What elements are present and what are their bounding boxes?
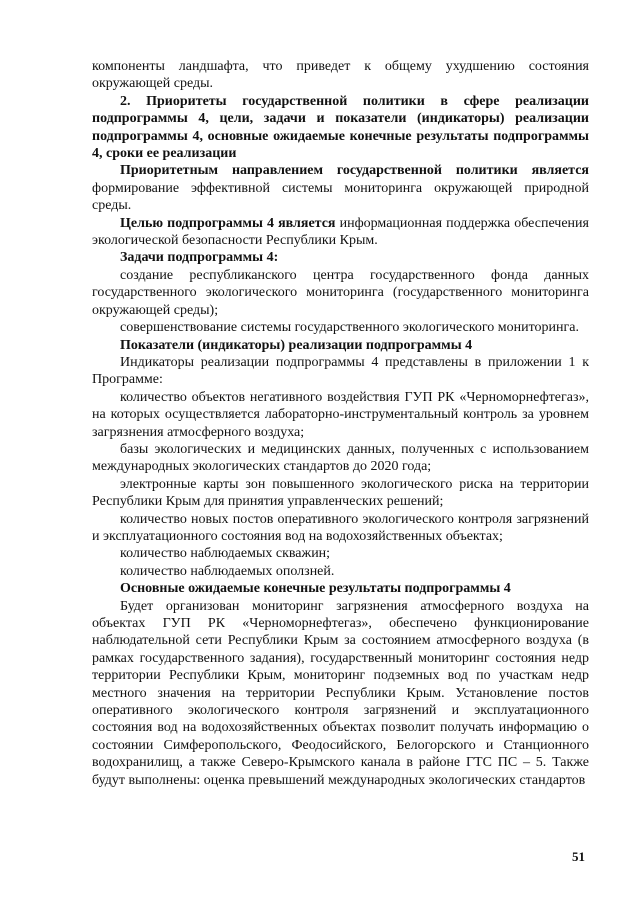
- continuation-paragraph: компоненты ландшафта, что приведет к общему ухудшению состояния окружающей среды.: [92, 59, 589, 92]
- indicator-item-5: количество наблюдаемых скважин;: [120, 546, 331, 562]
- indicator-item-2: базы экологических и медицинских данных, полученных с использованием международных экологических стандартов до 2020 года;: [92, 441, 589, 475]
- tasks-heading: Задачи подпрограммы 4:: [120, 250, 279, 266]
- indicators-intro: Индикаторы реализации подпрограммы 4 представлены в приложении 1 к Программе:: [92, 354, 589, 388]
- task-item-2: совершенствование системы государственного экологического мониторинга.: [120, 320, 579, 336]
- goal-lead: Целью подпрограммы 4 является: [120, 215, 336, 231]
- results-heading: Основные ожидаемые конечные результаты подпрограммы 4: [120, 581, 511, 597]
- priority-rest: формирование эффективной системы мониторинга окружающей природной среды.: [92, 180, 589, 214]
- indicator-item-6: количество наблюдаемых оползней.: [120, 563, 335, 579]
- goal-paragraph: [92, 215, 589, 250]
- indicator-item-4: количество новых постов оперативного экологического контроля загрязнений и эксплуатационного состояния вод на водохозяйственных объектах;: [92, 511, 589, 544]
- task-item-1: создание республиканского центра государственного фонда данных государственного экологического мониторинга (государственного мониторинга окружающей среды);: [92, 267, 589, 318]
- page-number: 51: [572, 849, 585, 864]
- indicators-heading: Показатели (индикаторы) реализации подпрограммы 4: [120, 337, 473, 353]
- indicator-item-3: электронные карты зон повышенного экологического риска на территории Республики Крым для принятия управленческих решений;: [92, 476, 589, 510]
- indicator-item-1: количество объектов негативного воздействия ГУП РК «Черноморнефтегаз», на которых осуществляется лабораторно-инструментальный контроль за уровнем загрязнения атмосферного воздуха;: [92, 389, 589, 440]
- priority-paragraph: [92, 162, 589, 214]
- document-page: [92, 58, 589, 789]
- results-paragraph: Будет организован мониторинг загрязнения атмосферного воздуха на объектах ГУП РК «Черноморнефтегаз», обеспечено функционирование наблюдательной сети Республики Крым за состоянием атмосферного воздуха (в рамках государственного задания), государственный мониторинг состояния недр территории Республики Крым, мониторинг подземных вод по участкам недр местного значения на территории Республики Крым. Установление постов оперативного экологического контроля загрязнений и эксплуатационного состояния вод на водохозяйственных объектах позволит получать информацию о состоянии Симферопольского, Феодосийского, Белогорского и Станционного водохранилищ, а также Северо-Крымского канала в районе ГТС ПС – 5. Также будут выполнены: оценка превышений международных экологических стандартов: [92, 598, 589, 788]
- priority-lead: Приоритетным направлением государственной политики является: [120, 163, 589, 179]
- goal-rest: информационная поддержка обеспечения экологической безопасности Республики Крым.: [92, 215, 589, 249]
- section-2-heading: 2. Приоритеты государственной политики в сфере реализации подпрограммы 4, цели, задачи и показатели (индикаторы) реализации подпрограммы 4, основные ожидаемые конечные результаты подпрограммы 4, сроки ее реализации: [92, 93, 589, 162]
